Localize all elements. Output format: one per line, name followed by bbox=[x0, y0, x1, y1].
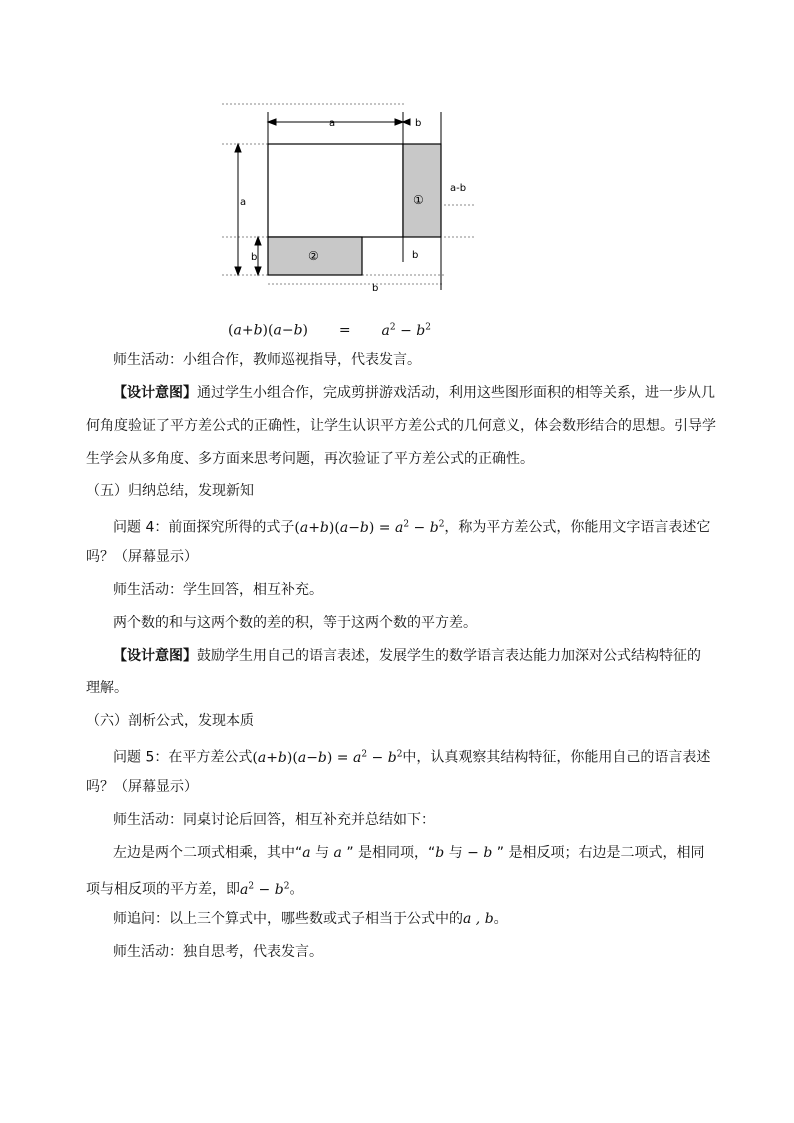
question-5-line2: 吗？（屏幕显示） bbox=[86, 779, 198, 795]
para-follow-up-question: 师追问：以上三个算式中，哪些数或式子相当于公式中的a , b。 bbox=[113, 911, 508, 927]
square-a bbox=[268, 144, 403, 237]
section-5-heading: （五）归纳总结，发现新知 bbox=[86, 483, 254, 499]
label-a-minus-b: a-b bbox=[450, 183, 467, 194]
label-b-bottom: b bbox=[372, 283, 379, 294]
para-statement: 两个数的和与这两个数的差的积，等于这两个数的平方差。 bbox=[113, 615, 477, 631]
para-design-intent-1-line3: 生学会从多角度、多方面来思考问题，再次验证了平方差公式的正确性。 bbox=[86, 451, 534, 467]
para-design-intent-2-line2: 理解。 bbox=[86, 680, 128, 696]
question-4-line1: 问题 4：前面探究所得的式子$(a+b)(a-b) = a^2 - b^2$，称为平方差公式，你能用文字语言表述它 bbox=[113, 519, 711, 536]
para-design-intent-2-line1: 【设计意图】鼓励学生用自己的语言表述，发展学生的数学语言表达能力加深对公式结构特征的 bbox=[113, 648, 701, 664]
para-activity-1: 师生活动：小组合作，教师巡视指导，代表发言。 bbox=[113, 352, 421, 368]
para-activity-2: 师生活动：学生回答，相互补充。 bbox=[113, 582, 323, 598]
para-activity-4: 师生活动：独自思考，代表发言。 bbox=[113, 944, 323, 960]
para-design-intent-1-line1: 【设计意图】通过学生小组合作，完成剪拼游戏活动，利用这些图形面积的相等关系，进一步从几 bbox=[113, 385, 715, 401]
diagram-formula: $(a+b)(a-b) = a^2 - b^2$ bbox=[228, 322, 431, 339]
region-1-rect bbox=[403, 144, 441, 237]
region-2-label: ② bbox=[308, 249, 319, 263]
question-5-line1: 问题 5：在平方差公式$(a+b)(a-b) = a^2 - b^2$中，认真观察其结构特征，你能用自己的语言表述 bbox=[113, 749, 711, 766]
label-b-left: b bbox=[251, 252, 258, 263]
para-design-intent-1-line2: 何角度验证了平方差公式的正确性，让学生认识平方差公式的几何意义，体会数形结合的思想。引导学 bbox=[86, 418, 716, 434]
label-b-mid: b bbox=[412, 250, 419, 261]
para-activity-3: 师生活动：同桌讨论后回答，相互补充并总结如下： bbox=[113, 812, 435, 828]
section-6-heading: （六）剖析公式，发现本质 bbox=[86, 713, 254, 729]
label-a-top: a bbox=[329, 118, 336, 129]
area-diagram bbox=[0, 0, 794, 300]
region-1-label: ① bbox=[413, 193, 424, 207]
question-4-line2: 吗？（屏幕显示） bbox=[86, 549, 198, 565]
label-b-top: b bbox=[415, 118, 422, 129]
para-analysis-line2: 项与相反项的平方差，即$a^2 - b^2$。 bbox=[86, 881, 304, 898]
para-analysis-line1: 左边是两个二项式相乘，其中“a 与 a ” 是相同项，“b 与 − b ” 是相反项；右边是二项式，相同 bbox=[113, 845, 705, 861]
label-a-left: a bbox=[240, 197, 247, 208]
